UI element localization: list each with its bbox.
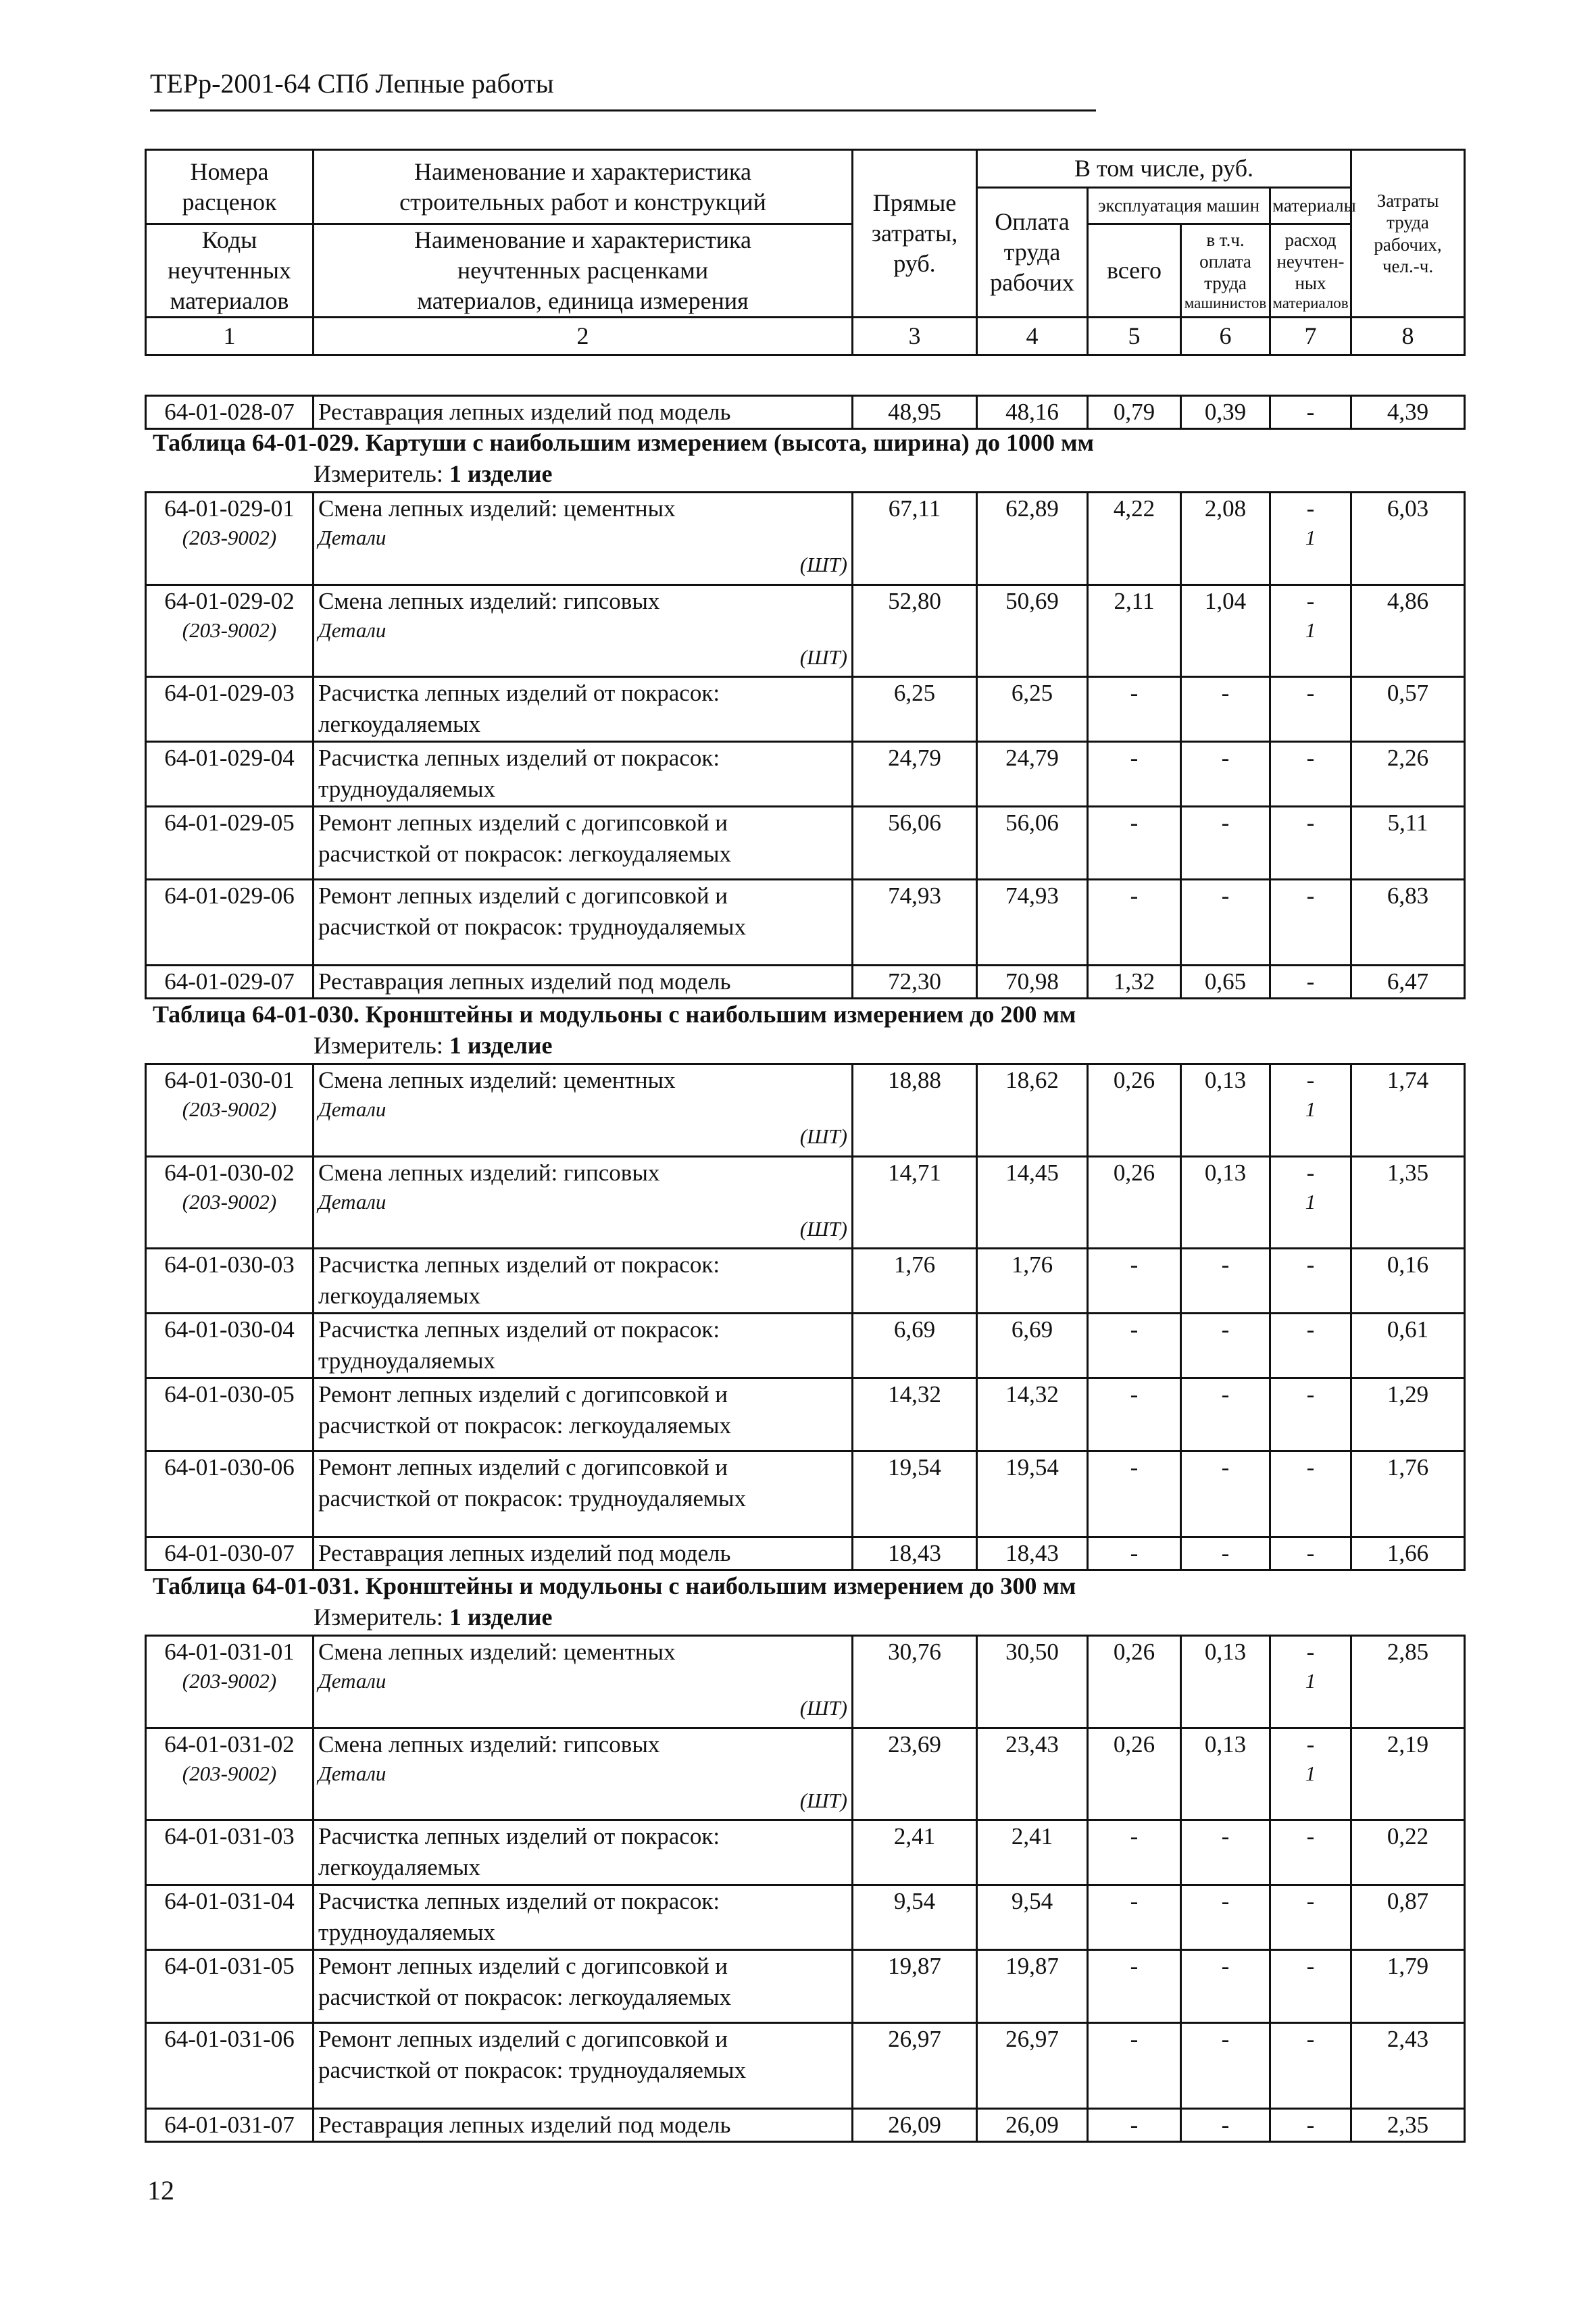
table-row (146, 396, 1465, 429)
rate-code: 64-01-030-01 (203-9002) (146, 1064, 314, 1157)
rate-code: 64-01-030-03 (146, 1249, 314, 1314)
direct-cost: 19,54 (853, 1451, 977, 1537)
rate-code: 64-01-031-01 (203-9002) (146, 1636, 314, 1728)
table-row (146, 1537, 1465, 1570)
direct-cost: 9,54 (853, 1885, 977, 1950)
rate-name: Смена лепных изделий: цементных Детали (ШТ) (314, 1636, 853, 1728)
rate-name: Смена лепных изделий: гипсовых Детали (ШТ) (314, 1728, 853, 1820)
materials: - (1270, 2023, 1351, 2109)
table-row (146, 742, 1465, 807)
worker-wage: 24,79 (977, 742, 1088, 807)
header-machine-operation: эксплуатация машин (1088, 188, 1270, 224)
machines-total: - (1088, 1537, 1181, 1570)
header-material-codes: Коды неучтенных материалов (146, 224, 314, 318)
materials: - 1 (1270, 1728, 1351, 1820)
rate-name: Расчистка лепных изделий от покрасок: трудноудаляемых (314, 1885, 853, 1950)
labor-hours: 1,35 (1351, 1157, 1465, 1249)
table-row (146, 1636, 1465, 1728)
machinist-wage: 0,13 (1181, 1728, 1270, 1820)
direct-cost: 14,71 (853, 1157, 977, 1249)
rate-code: 64-01-031-03 (146, 1820, 314, 1885)
machinist-wage: - (1181, 1885, 1270, 1950)
materials: - 1 (1270, 1157, 1351, 1249)
column-number: 1 (146, 318, 314, 355)
header-rule (150, 109, 1096, 111)
rate-code: 64-01-030-02 (203-9002) (146, 1157, 314, 1249)
column-header-table (145, 149, 1466, 356)
rate-name: Ремонт лепных изделий с догипсовкой и расчисткой от покрасок: трудноудаляемых (314, 880, 853, 966)
machines-total: - (1088, 1950, 1181, 2023)
materials: - (1270, 1249, 1351, 1314)
machinist-wage: - (1181, 1820, 1270, 1885)
header-labor-hours: Затраты труда рабочих, чел.-ч. (1351, 150, 1465, 318)
rate-code: 64-01-029-05 (146, 807, 314, 880)
worker-wage: 6,25 (977, 677, 1088, 742)
materials: - (1270, 742, 1351, 807)
rate-code: 64-01-031-06 (146, 2023, 314, 2109)
machines-total: - (1088, 1314, 1181, 1378)
direct-cost: 30,76 (853, 1636, 977, 1728)
table-row (146, 1157, 1465, 1249)
rate-name: Смена лепных изделий: цементных Детали (ШТ) (314, 493, 853, 585)
labor-hours: 2,35 (1351, 2109, 1465, 2142)
materials: - (1270, 1885, 1351, 1950)
table-title: Таблица 64-01-031. Кронштейны и модульоны с наибольшим измерением до 300 мм (153, 1572, 1076, 1599)
table-row (146, 1728, 1465, 1820)
table-row (146, 1064, 1465, 1157)
header-group-including: В том числе, руб. (977, 150, 1351, 188)
machinist-wage: 0,13 (1181, 1157, 1270, 1249)
table-row (146, 1249, 1465, 1314)
rate-name: Ремонт лепных изделий с догипсовкой и расчисткой от покрасок: трудноудаляемых (314, 1451, 853, 1537)
rate-name: Смена лепных изделий: цементных Детали (ШТ) (314, 1064, 853, 1157)
direct-cost: 6,69 (853, 1314, 977, 1378)
direct-cost: 19,87 (853, 1950, 977, 2023)
worker-wage: 2,41 (977, 1820, 1088, 1885)
rate-code: 64-01-029-06 (146, 880, 314, 966)
table-029 (145, 491, 1466, 999)
labor-hours: 2,19 (1351, 1728, 1465, 1820)
machinist-wage: - (1181, 1537, 1270, 1570)
labor-hours: 1,79 (1351, 1950, 1465, 2023)
table-row (146, 1820, 1465, 1885)
machinist-wage: - (1181, 880, 1270, 966)
labor-hours: 0,57 (1351, 677, 1465, 742)
labor-hours: 1,66 (1351, 1537, 1465, 1570)
worker-wage: 74,93 (977, 880, 1088, 966)
rate-name: Расчистка лепных изделий от покрасок: трудноудаляемых (314, 1314, 853, 1378)
machines-total: - (1088, 1249, 1181, 1314)
rate-code: 64-01-029-04 (146, 742, 314, 807)
rate-code: 64-01-029-01 (203-9002) (146, 493, 314, 585)
worker-wage: 14,32 (977, 1378, 1088, 1451)
table-row (146, 677, 1465, 742)
direct-cost: 26,97 (853, 2023, 977, 2109)
machinist-wage: - (1181, 677, 1270, 742)
worker-wage: 14,45 (977, 1157, 1088, 1249)
materials: - 1 (1270, 1636, 1351, 1728)
table-measure: Измеритель: 1 изделие (314, 1603, 553, 1631)
table-028-tail (145, 395, 1466, 430)
table-030 (145, 1063, 1466, 1571)
header-work-name: Наименование и характеристика строительных работ и конструкций (314, 150, 853, 224)
rate-code: 64-01-030-06 (146, 1451, 314, 1537)
rate-name: Расчистка лепных изделий от покрасок: трудноудаляемых (314, 742, 853, 807)
worker-wage: 19,54 (977, 1451, 1088, 1537)
machines-total: 0,26 (1088, 1728, 1181, 1820)
machines-total: 1,32 (1088, 966, 1181, 999)
machines-total: - (1088, 2023, 1181, 2109)
column-number: 6 (1181, 318, 1270, 355)
worker-wage: 48,16 (977, 396, 1088, 429)
labor-hours: 6,83 (1351, 880, 1465, 966)
machinist-wage: - (1181, 742, 1270, 807)
materials: - (1270, 1451, 1351, 1537)
labor-hours: 2,43 (1351, 2023, 1465, 2109)
materials: - 1 (1270, 585, 1351, 677)
worker-wage: 26,09 (977, 2109, 1088, 2142)
column-number: 4 (977, 318, 1088, 355)
direct-cost: 67,11 (853, 493, 977, 585)
labor-hours: 2,26 (1351, 742, 1465, 807)
rate-name: Ремонт лепных изделий с догипсовкой и расчисткой от покрасок: легкоудаляемых (314, 807, 853, 880)
labor-hours: 0,22 (1351, 1820, 1465, 1885)
materials: - 1 (1270, 493, 1351, 585)
direct-cost: 56,06 (853, 807, 977, 880)
table-row (146, 493, 1465, 585)
rate-code: 64-01-029-03 (146, 677, 314, 742)
column-number: 7 (1270, 318, 1351, 355)
machines-total: 4,22 (1088, 493, 1181, 585)
table-title: Таблица 64-01-029. Картуши с наибольшим измерением (высота, ширина) до 1000 мм (153, 429, 1095, 456)
machinist-wage: 1,04 (1181, 585, 1270, 677)
worker-wage: 6,69 (977, 1314, 1088, 1378)
page-number: 12 (147, 2175, 174, 2206)
machinist-wage: - (1181, 807, 1270, 880)
rate-name: Расчистка лепных изделий от покрасок: легкоудаляемых (314, 1249, 853, 1314)
direct-cost: 18,88 (853, 1064, 977, 1157)
machines-total: 2,11 (1088, 585, 1181, 677)
materials: - 1 (1270, 1064, 1351, 1157)
direct-cost: 72,30 (853, 966, 977, 999)
table-row (146, 1314, 1465, 1378)
table-row (146, 1451, 1465, 1537)
machinist-wage: 0,39 (1181, 396, 1270, 429)
table-row (146, 807, 1465, 880)
machines-total: - (1088, 1378, 1181, 1451)
worker-wage: 62,89 (977, 493, 1088, 585)
header-material-name: Наименование и характеристика неучтенных расценками материалов, единица измерения (314, 224, 853, 318)
materials: - (1270, 1820, 1351, 1885)
rate-name: Реставрация лепных изделий под модель (314, 966, 853, 999)
machinist-wage: - (1181, 2109, 1270, 2142)
header-rate-numbers: Номера расценок (146, 150, 314, 224)
table-measure: Измеритель: 1 изделие (314, 460, 553, 487)
direct-cost: 14,32 (853, 1378, 977, 1451)
worker-wage: 30,50 (977, 1636, 1088, 1728)
machinist-wage: - (1181, 2023, 1270, 2109)
labor-hours: 5,11 (1351, 807, 1465, 880)
direct-cost: 6,25 (853, 677, 977, 742)
direct-cost: 23,69 (853, 1728, 977, 1820)
direct-cost: 24,79 (853, 742, 977, 807)
worker-wage: 56,06 (977, 807, 1088, 880)
materials: - (1270, 966, 1351, 999)
header-worker-wages: Оплата труда рабочих (977, 188, 1088, 318)
table-row (146, 2023, 1465, 2109)
materials: - (1270, 396, 1351, 429)
machines-total: - (1088, 2109, 1181, 2142)
rate-code: 64-01-029-02 (203-9002) (146, 585, 314, 677)
rate-name: Расчистка лепных изделий от покрасок: легкоудаляемых (314, 677, 853, 742)
materials: - (1270, 807, 1351, 880)
materials: - (1270, 1537, 1351, 1570)
rate-code: 64-01-031-04 (146, 1885, 314, 1950)
header-machinist-wages: в т.ч. оплата труда машинистов (1181, 224, 1270, 318)
worker-wage: 70,98 (977, 966, 1088, 999)
machinist-wage: - (1181, 1378, 1270, 1451)
machines-total: - (1088, 677, 1181, 742)
labor-hours: 2,85 (1351, 1636, 1465, 1728)
direct-cost: 74,93 (853, 880, 977, 966)
rate-name: Реставрация лепных изделий под модель (314, 2109, 853, 2142)
rate-code: 64-01-030-04 (146, 1314, 314, 1378)
materials: - (1270, 677, 1351, 742)
machinist-wage: 0,13 (1181, 1064, 1270, 1157)
machinist-wage: - (1181, 1314, 1270, 1378)
labor-hours: 1,74 (1351, 1064, 1465, 1157)
labor-hours: 1,76 (1351, 1451, 1465, 1537)
labor-hours: 0,16 (1351, 1249, 1465, 1314)
table-row (146, 1885, 1465, 1950)
materials: - (1270, 2109, 1351, 2142)
machines-total: - (1088, 1885, 1181, 1950)
rate-code: 64-01-031-05 (146, 1950, 314, 2023)
rate-name: Ремонт лепных изделий с догипсовкой и расчисткой от покрасок: трудноудаляемых (314, 2023, 853, 2109)
column-number: 3 (853, 318, 977, 355)
worker-wage: 19,87 (977, 1950, 1088, 2023)
column-number: 2 (314, 318, 853, 355)
table-row (146, 2109, 1465, 2142)
materials: - (1270, 1314, 1351, 1378)
rate-code: 64-01-031-07 (146, 2109, 314, 2142)
table-measure: Измеритель: 1 изделие (314, 1032, 553, 1059)
worker-wage: 1,76 (977, 1249, 1088, 1314)
column-number: 8 (1351, 318, 1465, 355)
labor-hours: 0,87 (1351, 1885, 1465, 1950)
header-materials: материалы (1270, 188, 1351, 224)
worker-wage: 18,43 (977, 1537, 1088, 1570)
machines-total: 0,26 (1088, 1636, 1181, 1728)
machinist-wage: 0,13 (1181, 1636, 1270, 1728)
rate-name: Смена лепных изделий: гипсовых Детали (ШТ) (314, 1157, 853, 1249)
table-row (146, 1378, 1465, 1451)
machinist-wage: - (1181, 1950, 1270, 2023)
table-row (146, 880, 1465, 966)
rate-name: Ремонт лепных изделий с догипсовкой и расчисткой от покрасок: легкоудаляемых (314, 1378, 853, 1451)
machines-total: - (1088, 1820, 1181, 1885)
machines-total: - (1088, 880, 1181, 966)
machines-total: 0,26 (1088, 1157, 1181, 1249)
direct-cost: 52,80 (853, 585, 977, 677)
direct-cost: 2,41 (853, 1820, 977, 1885)
labor-hours: 6,47 (1351, 966, 1465, 999)
rate-code: 64-01-029-07 (146, 966, 314, 999)
column-number: 5 (1088, 318, 1181, 355)
header-direct-costs: Прямые затраты, руб. (853, 150, 977, 318)
machinist-wage: 2,08 (1181, 493, 1270, 585)
labor-hours: 0,61 (1351, 1314, 1465, 1378)
machines-total: - (1088, 742, 1181, 807)
machines-total: - (1088, 1451, 1181, 1537)
worker-wage: 9,54 (977, 1885, 1088, 1950)
table-row (146, 1950, 1465, 2023)
direct-cost: 48,95 (853, 396, 977, 429)
worker-wage: 18,62 (977, 1064, 1088, 1157)
table-031 (145, 1635, 1466, 2143)
rate-code: 64-01-031-02 (203-9002) (146, 1728, 314, 1820)
worker-wage: 26,97 (977, 2023, 1088, 2109)
worker-wage: 50,69 (977, 585, 1088, 677)
labor-hours: 6,03 (1351, 493, 1465, 585)
page-header-title: ТЕРр-2001-64 СПб Лепные работы (150, 68, 554, 99)
direct-cost: 26,09 (853, 2109, 977, 2142)
machinist-wage: - (1181, 1451, 1270, 1537)
machines-total: - (1088, 807, 1181, 880)
labor-hours: 1,29 (1351, 1378, 1465, 1451)
table-title: Таблица 64-01-030. Кронштейны и модульоны с наибольшим измерением до 200 мм (153, 1001, 1076, 1028)
header-machines-total: всего (1088, 224, 1181, 318)
materials: - (1270, 880, 1351, 966)
labor-hours: 4,39 (1351, 396, 1465, 429)
worker-wage: 23,43 (977, 1728, 1088, 1820)
direct-cost: 1,76 (853, 1249, 977, 1314)
table-row (146, 585, 1465, 677)
rate-name: Реставрация лепных изделий под модель (314, 1537, 853, 1570)
materials: - (1270, 1378, 1351, 1451)
machines-total: 0,26 (1088, 1064, 1181, 1157)
labor-hours: 4,86 (1351, 585, 1465, 677)
rate-code: 64-01-030-05 (146, 1378, 314, 1451)
machines-total: 0,79 (1088, 396, 1181, 429)
rate-name: Смена лепных изделий: гипсовых Детали (ШТ) (314, 585, 853, 677)
machinist-wage: - (1181, 1249, 1270, 1314)
rate-code: 64-01-028-07 (146, 396, 314, 429)
direct-cost: 18,43 (853, 1537, 977, 1570)
rate-name: Ремонт лепных изделий с догипсовкой и расчисткой от покрасок: легкоудаляемых (314, 1950, 853, 2023)
rate-name: Расчистка лепных изделий от покрасок: легкоудаляемых (314, 1820, 853, 1885)
header-material-consumption: расход неучтен- ных материалов (1270, 224, 1351, 318)
rate-code: 64-01-030-07 (146, 1537, 314, 1570)
rate-name: Реставрация лепных изделий под модель (314, 396, 853, 429)
materials: - (1270, 1950, 1351, 2023)
table-row (146, 966, 1465, 999)
machinist-wage: 0,65 (1181, 966, 1270, 999)
